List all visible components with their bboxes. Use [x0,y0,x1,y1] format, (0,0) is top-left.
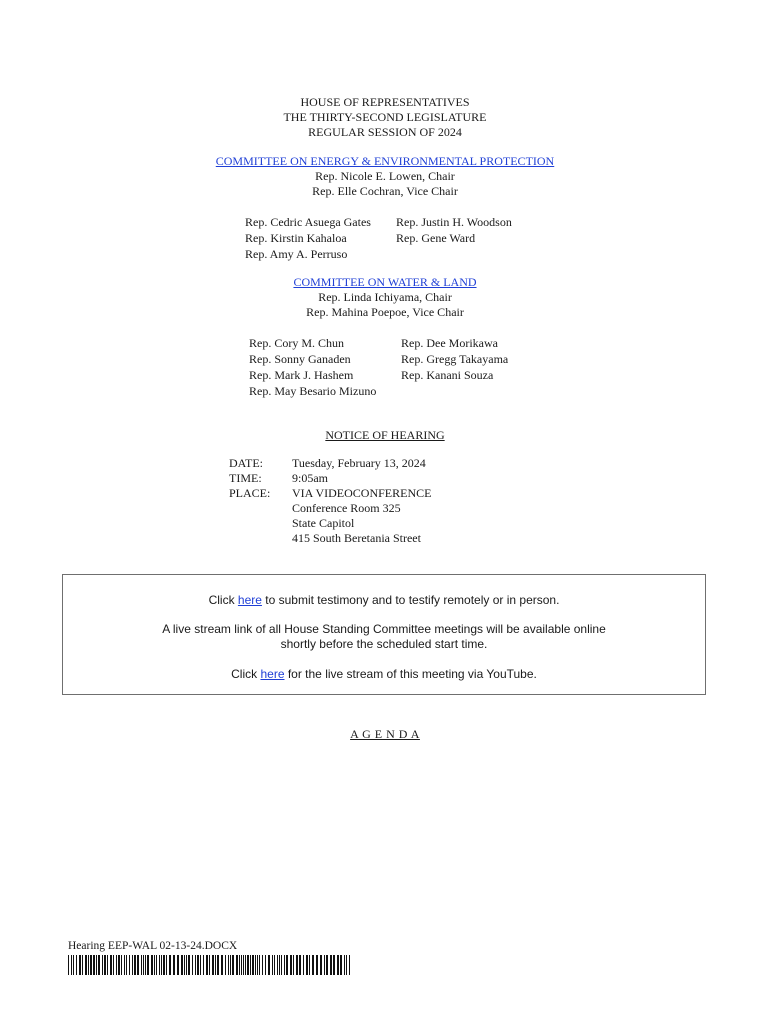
text-fragment: Click [208,593,238,607]
member-name: Rep. Justin H. Woodson [396,215,512,229]
text-fragment: for the live stream of this meeting via YouTube. [284,667,537,681]
committee-2-block [0,275,770,320]
youtube-here-link[interactable]: here [260,667,285,681]
committee-2-members-left [249,335,376,399]
member-name: Rep. Sonny Ganaden [249,352,351,366]
committee-2-members-right [401,335,508,383]
committee-1-members-right [396,214,512,246]
header-line-1: HOUSE OF REPRESENTATIVES [300,95,470,109]
committee-1-block [0,154,770,199]
member-name: Rep. Kirstin Kahaloa [245,231,347,245]
time-label: TIME: [229,471,262,485]
place-line: 415 South Beretania Street [292,531,421,545]
member-name: Rep. Cory M. Chun [249,336,345,350]
member-name: Rep. Gene Ward [396,231,476,245]
notice-of-hearing-title: NOTICE OF HEARING [325,428,445,442]
header-line-3: REGULAR SESSION OF 2024 [308,125,462,139]
testimony-info-box [62,574,706,695]
committee-2-name-link[interactable]: COMMITTEE ON WATER & LAND [293,275,477,289]
place-line: VIA VIDEOCONFERENCE [292,486,432,500]
text-fragment: to submit testimony and to testify remotely or in person. [261,593,560,607]
place-line: State Capitol [292,516,355,530]
place-line: Conference Room 325 [292,501,401,515]
time-value: 9:05am [292,471,328,485]
testimony-line [63,593,705,608]
committee-1-chair: Rep. Nicole E. Lowen, Chair [315,169,455,183]
member-name: Rep. Cedric Asuega Gates [245,215,371,229]
testimony-here-link[interactable]: here [237,593,262,607]
place-label: PLACE: [229,486,271,500]
header-line-2: THE THIRTY-SECOND LEGISLATURE [283,110,487,124]
committee-2-vice-chair: Rep. Mahina Poepoe, Vice Chair [306,305,464,319]
member-name: Rep. Amy A. Perruso [245,247,348,261]
place-value [292,486,431,546]
member-name: Rep. May Besario Mizuno [249,384,377,398]
hearing-details [229,456,431,546]
document-header [0,95,770,140]
member-name: Rep. Kanani Souza [401,368,494,382]
date-label: DATE: [229,456,263,470]
livestream-line-2: shortly before the scheduled start time. [280,637,488,651]
committee-1-vice-chair: Rep. Elle Cochran, Vice Chair [312,184,458,198]
committee-1-name-link[interactable]: COMMITTEE ON ENERGY & ENVIRONMENTAL PROTECTION [215,154,555,168]
livestream-notice [63,622,705,652]
youtube-line [63,667,705,682]
date-value: Tuesday, February 13, 2024 [292,456,426,470]
footer-filename: Hearing EEP-WAL 02-13-24.DOCX [68,940,238,952]
text-fragment: Click [231,667,261,681]
member-name: Rep. Dee Morikawa [401,336,498,350]
agenda-title [0,727,770,742]
barcode [68,955,350,975]
member-name: Rep. Gregg Takayama [401,352,509,366]
member-name: Rep. Mark J. Hashem [249,368,354,382]
livestream-line-1: A live stream link of all House Standing Committee meetings will be available online [162,622,606,636]
agenda-title-text: A G E N D A [350,727,420,741]
committee-1-members-left [245,214,371,262]
committee-2-chair: Rep. Linda Ichiyama, Chair [318,290,452,304]
